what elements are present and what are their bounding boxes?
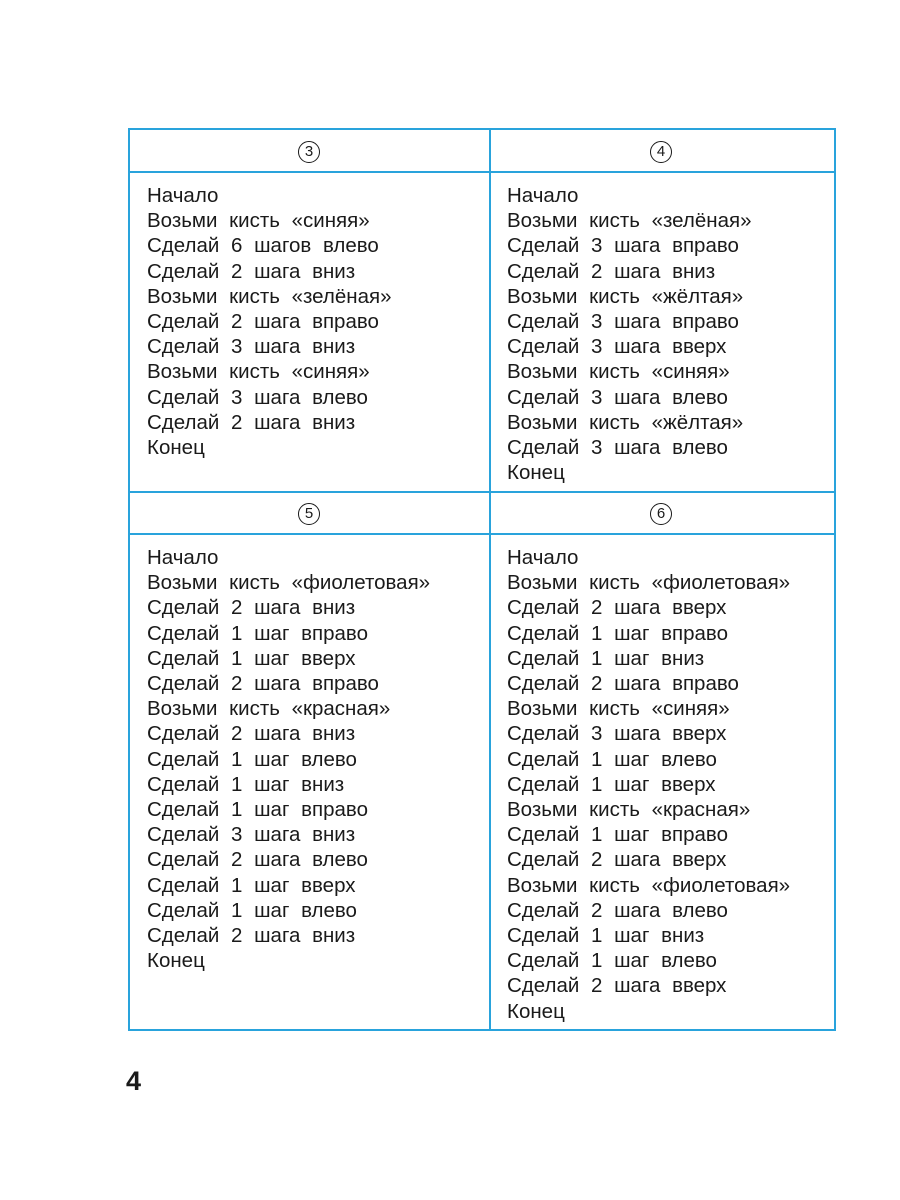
task-step: Сделай 1 шаг влево xyxy=(507,949,717,973)
task-step: Сделай 2 шага вниз xyxy=(147,259,356,283)
task-step: Возьми кисть «синяя» xyxy=(507,697,730,721)
task-step: Сделай 3 шага вниз xyxy=(147,335,356,359)
task-step: Сделай 3 шага вправо xyxy=(507,234,739,258)
task-step: Возьми кисть «жёлтая» xyxy=(507,284,744,308)
task-step: Начало xyxy=(147,546,219,569)
task-step: Конец xyxy=(147,436,205,460)
task-step: Сделай 3 шага вправо xyxy=(507,310,739,334)
task-step: Возьми кисть «фиолетовая» xyxy=(147,571,431,595)
task-step: Сделай 1 шаг вверх xyxy=(507,772,716,796)
task-number-badge: 4 xyxy=(650,141,672,163)
task-steps-list xyxy=(147,183,391,460)
task-step: Сделай 1 шаг влево xyxy=(507,747,717,771)
task-step: Возьми кисть «синяя» xyxy=(147,360,370,384)
task-step: Сделай 2 шага вниз xyxy=(147,722,356,746)
task-step: Сделай 2 шага вправо xyxy=(147,672,379,696)
task-step: Начало xyxy=(507,546,579,569)
task-step: Сделай 3 шага влево xyxy=(507,436,728,460)
task-step: Конец xyxy=(507,461,565,485)
task-step: Конец xyxy=(507,999,565,1023)
column-divider xyxy=(489,130,491,1029)
task-step: Сделай 2 шага вниз xyxy=(147,410,356,434)
task-step: Сделай 1 шаг вправо xyxy=(507,621,728,645)
task-step: Сделай 1 шаг вправо xyxy=(147,798,368,822)
task-step: Сделай 3 шага влево xyxy=(507,385,728,409)
task-step: Сделай 3 шага влево xyxy=(147,385,368,409)
task-step: Возьми кисть «зелёная» xyxy=(147,284,392,308)
task-step: Сделай 2 шага вверх xyxy=(507,848,727,872)
task-step: Сделай 3 шага вверх xyxy=(507,335,727,359)
task-number-badge: 6 xyxy=(650,503,672,525)
task-step: Сделай 1 шаг влево xyxy=(147,747,357,771)
task-steps-list xyxy=(147,545,430,973)
task-step: Сделай 1 шаг вниз xyxy=(507,646,705,670)
task-step: Сделай 2 шага вправо xyxy=(507,672,739,696)
task-step: Сделай 2 шага вверх xyxy=(507,974,727,998)
task-step: Возьми кисть «жёлтая» xyxy=(507,410,744,434)
task-step: Сделай 2 шага вниз xyxy=(147,924,356,948)
task-step: Сделай 1 шаг влево xyxy=(147,898,357,922)
task-step: Сделай 2 шага вправо xyxy=(147,310,379,334)
task-step: Сделай 2 шага влево xyxy=(507,898,728,922)
task-step: Возьми кисть «красная» xyxy=(147,697,391,721)
tasks-table xyxy=(128,128,836,1031)
task-step: Сделай 2 шага вниз xyxy=(507,259,716,283)
task-step: Сделай 1 шаг вверх xyxy=(147,873,356,897)
task-steps-list xyxy=(507,545,790,1024)
task-step: Сделай 2 шага влево xyxy=(147,848,368,872)
task-step: Возьми кисть «синяя» xyxy=(507,360,730,384)
task-step: Сделай 2 шага вверх xyxy=(507,596,727,620)
row-divider-middle xyxy=(130,491,834,493)
task-step: Возьми кисть «фиолетовая» xyxy=(507,571,791,595)
task-number-badge: 5 xyxy=(298,503,320,525)
task-step: Возьми кисть «красная» xyxy=(507,798,751,822)
task-step: Сделай 6 шагов влево xyxy=(147,234,379,258)
row-divider-header-bottom xyxy=(130,533,834,535)
task-step: Сделай 1 шаг вниз xyxy=(147,772,345,796)
task-step: Сделай 1 шаг вправо xyxy=(147,621,368,645)
task-step: Конец xyxy=(147,949,205,973)
task-step: Сделай 1 шаг вниз xyxy=(507,924,705,948)
task-step: Начало xyxy=(147,184,219,207)
task-step: Сделай 2 шага вниз xyxy=(147,596,356,620)
task-step: Возьми кисть «синяя» xyxy=(147,209,370,233)
row-divider-header-top xyxy=(130,171,834,173)
page-number: 4 xyxy=(126,1066,142,1096)
task-steps-list xyxy=(507,183,751,485)
task-step: Возьми кисть «зелёная» xyxy=(507,209,752,233)
task-step: Сделай 1 шаг вправо xyxy=(507,823,728,847)
task-step: Сделай 1 шаг вверх xyxy=(147,646,356,670)
task-number-badge: 3 xyxy=(298,141,320,163)
task-step: Сделай 3 шага вниз xyxy=(147,823,356,847)
task-step: Возьми кисть «фиолетовая» xyxy=(507,873,791,897)
task-step: Сделай 3 шага вверх xyxy=(507,722,727,746)
task-step: Начало xyxy=(507,184,579,207)
